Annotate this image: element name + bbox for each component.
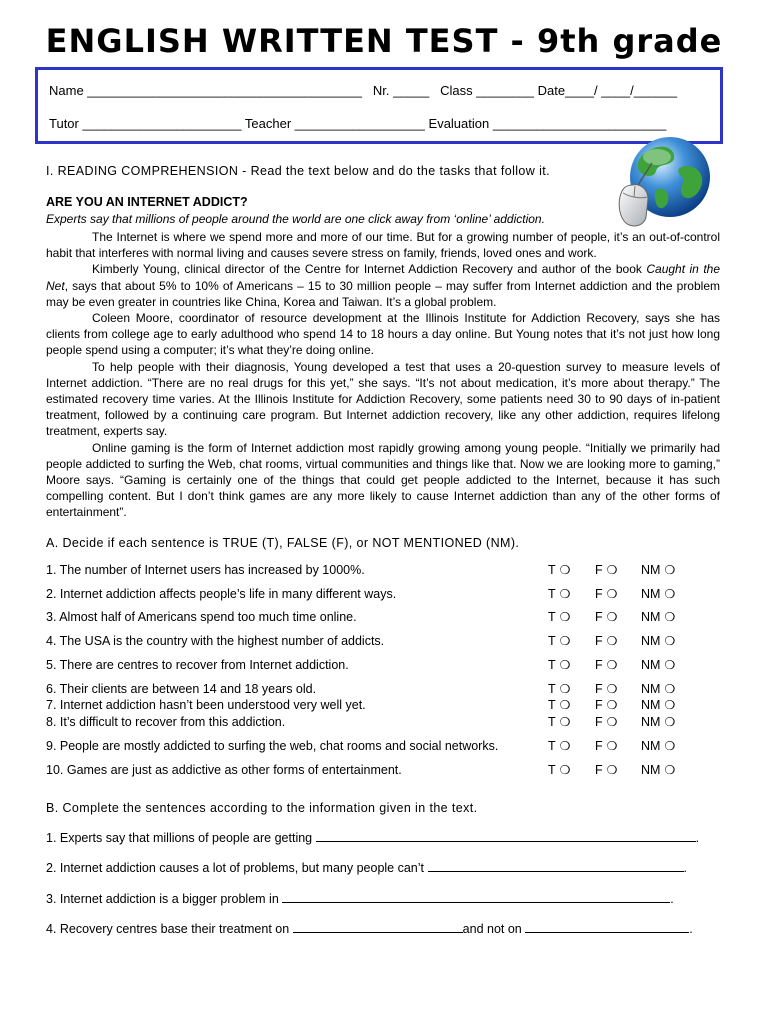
false-option[interactable] — [595, 610, 617, 624]
task-a-heading: A. Decide if each sentence is TRUE (T), FALSE (F), or NOT MENTIONED (NM). — [46, 536, 520, 550]
radio-circle-icon[interactable]: ❍ — [559, 610, 571, 624]
radio-circle-icon[interactable]: ❍ — [606, 610, 618, 624]
not-mentioned-option[interactable] — [641, 610, 675, 624]
radio-circle-icon[interactable]: ❍ — [606, 658, 618, 672]
not-mentioned-option[interactable] — [641, 658, 675, 672]
not-mentioned-option[interactable] — [641, 698, 675, 712]
false-option-label: F — [595, 634, 603, 648]
false-option[interactable] — [595, 763, 617, 777]
true-option[interactable] — [548, 763, 570, 777]
task-b-item-2-end: . — [683, 861, 687, 875]
task-b-heading: B. Complete the sentences according to the information given in the text. — [46, 801, 478, 815]
student-info-line-1: Name ______________________________________ Nr. _____ Class ________ Date____/ ____/______ — [49, 83, 678, 98]
answer-blank-2[interactable] — [428, 860, 684, 872]
not-mentioned-option[interactable] — [641, 715, 675, 729]
section-heading-reading: I. READING COMPREHENSION - Read the text below and do the tasks that follow it. — [46, 164, 551, 178]
article-paragraph-2-start: Kimberly Young, clinical director of the Centre for Internet Addiction Recovery and author of the book — [92, 262, 647, 277]
false-option-label: F — [595, 658, 603, 672]
not-mentioned-option-label: NM — [641, 658, 661, 672]
globe-mouse-icon — [612, 133, 716, 231]
true-option[interactable] — [548, 658, 570, 672]
true-option-label: T — [548, 763, 556, 777]
article-paragraph-2-end: , says that about 5% to 10% of Americans – 15 to 30 million people – may suffer from Internet addiction and the problem may be even greater in countries like China, Korea and Taiwan. It’s a global problem. — [46, 278, 720, 309]
radio-circle-icon[interactable]: ❍ — [664, 634, 676, 648]
task-b-item-1-end: . — [695, 831, 700, 845]
true-option-label: T — [548, 658, 556, 672]
true-option-label: T — [548, 634, 556, 648]
true-option-label: T — [548, 739, 556, 753]
not-mentioned-option[interactable] — [641, 634, 675, 648]
task-b-item-4-text: 4. Recovery centres base their treatment on — [46, 922, 290, 936]
radio-circle-icon[interactable]: ❍ — [664, 763, 676, 777]
false-option-label: F — [595, 682, 603, 696]
radio-circle-icon[interactable]: ❍ — [606, 739, 618, 753]
false-option[interactable] — [595, 634, 617, 648]
article-paragraph-3: Coleen Moore, coordinator of resource development at the Illinois Institute for Addiction Recovery, says she has clients from college age to early adulthood who spend 14 to 18 hours a day online. But Young notes that it’s not just how long people spend using a computer; it’s what they’re doing online. — [46, 311, 720, 358]
true-option[interactable] — [548, 634, 570, 648]
radio-circle-icon[interactable]: ❍ — [606, 634, 618, 648]
radio-circle-icon[interactable]: ❍ — [606, 715, 618, 729]
article-paragraph-5: Online gaming is the form of Internet addiction most rapidly growing among young people. “Initially we primarily had people addicted to surfing the Web, chat rooms, virtual communities and things like that. Now we are looking more to gaming,” Moore says. “Gaming is certainly one of the things that could get people addicted to the Internet, because it has such compelling content. But I don’t think games are any more likely to cause Internet addiction than any of the other forms of entertainment”. — [46, 440, 720, 520]
task-a-statement: 7. Internet addiction hasn’t been understood very well yet. — [46, 698, 366, 712]
radio-circle-icon[interactable]: ❍ — [606, 682, 618, 696]
radio-circle-icon[interactable]: ❍ — [664, 610, 676, 624]
false-option-label: F — [595, 610, 603, 624]
radio-circle-icon[interactable]: ❍ — [664, 658, 676, 672]
task-b-item-4-end: . — [689, 922, 693, 936]
false-option-label: F — [595, 715, 603, 729]
true-option-label: T — [548, 563, 556, 577]
radio-circle-icon[interactable]: ❍ — [559, 634, 571, 648]
not-mentioned-option-label: NM — [641, 698, 661, 712]
radio-circle-icon[interactable]: ❍ — [664, 698, 676, 712]
false-option-label: F — [595, 587, 603, 601]
not-mentioned-option-label: NM — [641, 634, 661, 648]
task-b-item-4 — [46, 921, 693, 936]
task-a-statement: 8. It’s difficult to recover from this addiction. — [46, 715, 286, 729]
not-mentioned-option-label: NM — [641, 715, 661, 729]
false-option[interactable] — [595, 587, 617, 601]
task-a-statement: 1. The number of Internet users has increased by 1000%. — [46, 563, 365, 577]
radio-circle-icon[interactable]: ❍ — [664, 682, 676, 696]
radio-circle-icon[interactable]: ❍ — [559, 715, 571, 729]
true-option-label: T — [548, 698, 556, 712]
task-b-item-1 — [46, 830, 699, 845]
task-a-statement: 10. Games are just as addictive as other forms of entertainment. — [46, 763, 402, 777]
true-option[interactable] — [548, 698, 570, 712]
not-mentioned-option[interactable] — [641, 682, 675, 696]
task-a-statement: 2. Internet addiction affects people’s life in many different ways. — [46, 587, 397, 601]
task-b-item-3-end: . — [670, 892, 674, 906]
false-option-label: F — [595, 763, 603, 777]
false-option-label: F — [595, 698, 603, 712]
false-option-label: F — [595, 563, 603, 577]
false-option[interactable] — [595, 715, 617, 729]
task-a-statement: 3. Almost half of Americans spend too much time online. — [46, 610, 357, 624]
task-b-item-4-middle: and not on — [462, 922, 522, 936]
radio-circle-icon[interactable]: ❍ — [559, 739, 571, 753]
student-info-line-2: Tutor ______________________ Teacher __________________ Evaluation ________________________ — [49, 116, 667, 131]
task-a-statement: 9. People are mostly addicted to surfing the web, chat rooms and social networks. — [46, 739, 499, 753]
false-option[interactable] — [595, 698, 617, 712]
false-option-label: F — [595, 739, 603, 753]
true-option[interactable] — [548, 682, 570, 696]
task-b-item-1-text: 1. Experts say that millions of people are getting — [46, 831, 313, 845]
true-option[interactable] — [548, 610, 570, 624]
true-option-label: T — [548, 610, 556, 624]
task-a-statement: 5. There are centres to recover from Internet addiction. — [46, 658, 349, 672]
true-option[interactable] — [548, 715, 570, 729]
false-option[interactable] — [595, 563, 617, 577]
book-title: Caught in the Net — [46, 262, 720, 293]
task-b-item-3-text: 3. Internet addiction is a bigger problem in — [46, 892, 279, 906]
not-mentioned-option-label: NM — [641, 563, 661, 577]
task-b-item-3 — [46, 891, 674, 906]
answer-blank-4a[interactable] — [293, 921, 463, 933]
answer-blank-4b[interactable] — [525, 921, 689, 933]
true-option-label: T — [548, 587, 556, 601]
radio-circle-icon[interactable]: ❍ — [664, 739, 676, 753]
task-b-item-2-text: 2. Internet addiction causes a lot of problems, but many people can’t — [46, 861, 425, 875]
not-mentioned-option[interactable] — [641, 763, 675, 777]
not-mentioned-option-label: NM — [641, 587, 661, 601]
true-option[interactable] — [548, 739, 570, 753]
radio-circle-icon[interactable]: ❍ — [559, 563, 571, 577]
task-a-statement: 6. Their clients are between 14 and 18 years old. — [46, 682, 317, 696]
article-subtitle: Experts say that millions of people around the world are one click away from ‘online’ addiction. — [46, 212, 545, 226]
not-mentioned-option-label: NM — [641, 682, 661, 696]
true-option[interactable] — [548, 587, 570, 601]
radio-circle-icon[interactable]: ❍ — [559, 763, 571, 777]
radio-circle-icon[interactable]: ❍ — [664, 563, 676, 577]
answer-blank-3[interactable] — [282, 891, 670, 903]
false-option[interactable] — [595, 739, 617, 753]
true-option-label: T — [548, 715, 556, 729]
radio-circle-icon[interactable]: ❍ — [606, 563, 618, 577]
radio-circle-icon[interactable]: ❍ — [559, 658, 571, 672]
radio-circle-icon[interactable]: ❍ — [606, 698, 618, 712]
article-paragraph-1: The Internet is where we spend more and more of our time. But for a growing number of people, it’s an out-of-control habit that interferes with normal living and causes severe stress on family, friends, loved ones and work. — [46, 230, 720, 261]
radio-circle-icon[interactable]: ❍ — [664, 587, 676, 601]
radio-circle-icon[interactable]: ❍ — [606, 763, 618, 777]
article-title: ARE YOU AN INTERNET ADDICT? — [46, 195, 248, 209]
answer-blank-1[interactable] — [316, 830, 696, 842]
false-option[interactable] — [595, 658, 617, 672]
radio-circle-icon[interactable]: ❍ — [606, 587, 618, 601]
radio-circle-icon[interactable]: ❍ — [664, 715, 676, 729]
article-body — [46, 229, 720, 521]
not-mentioned-option-label: NM — [641, 739, 661, 753]
task-a-statement: 4. The USA is the country with the highest number of addicts. — [46, 634, 385, 648]
radio-circle-icon[interactable]: ❍ — [559, 682, 571, 696]
page-title: ENGLISH WRITTEN TEST - 9th grade — [45, 22, 723, 60]
not-mentioned-option[interactable] — [641, 739, 675, 753]
radio-circle-icon[interactable]: ❍ — [559, 698, 571, 712]
not-mentioned-option[interactable] — [641, 563, 675, 577]
true-option[interactable] — [548, 563, 570, 577]
article-paragraph-4: To help people with their diagnosis, Young developed a test that uses a 20-question survey to measure levels of Internet addiction. “There are no real drugs for this yet,” she says. “It’s not about medication, it’s more about therapy.” The estimated recovery time varies. At the Illinois Institute for Addiction Recovery, some patients need 30 to 90 days of in-patient treatment, followed by a continuing care program. But Internet addiction recovery, like any other addiction, requires lifelong treatment, experts say. — [46, 359, 720, 439]
radio-circle-icon[interactable]: ❍ — [559, 587, 571, 601]
not-mentioned-option[interactable] — [641, 587, 675, 601]
false-option[interactable] — [595, 682, 617, 696]
task-b-item-2 — [46, 860, 687, 875]
true-option-label: T — [548, 682, 556, 696]
not-mentioned-option-label: NM — [641, 610, 661, 624]
not-mentioned-option-label: NM — [641, 763, 661, 777]
article-paragraph-2 — [46, 261, 720, 310]
